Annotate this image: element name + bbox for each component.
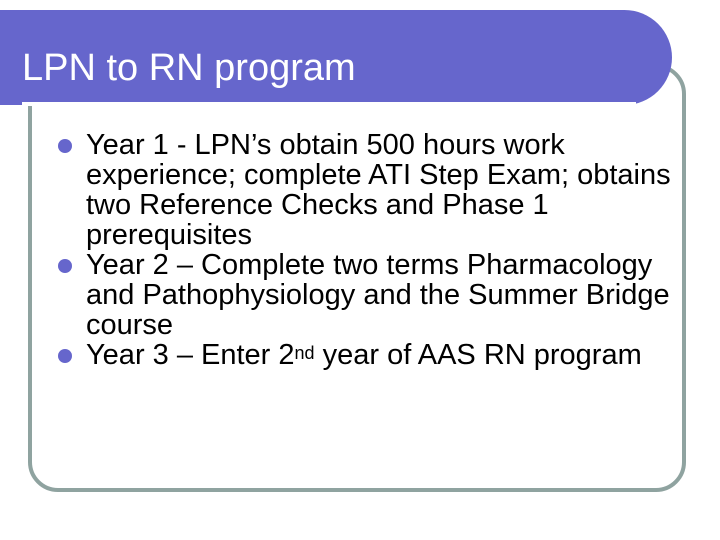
bullet-item-3 bbox=[58, 340, 678, 370]
bullet-item-1 bbox=[58, 130, 678, 250]
bullet-text-2: Year 2 – Complete two terms Pharmacology and Pathophysiology and the Summer Bridge course bbox=[86, 249, 670, 341]
bullet-dot-icon bbox=[58, 139, 72, 153]
bullet-text-3-end: year of AAS RN program bbox=[314, 339, 642, 371]
bullet-list bbox=[58, 130, 678, 370]
bullet-dot-icon bbox=[58, 349, 72, 363]
bullet-text-3-superscript: nd bbox=[294, 343, 315, 363]
title-bar bbox=[0, 10, 672, 105]
bullet-text-1: Year 1 - LPN’s obtain 500 hours work experience; complete ATI Step Exam; obtains two Reference Checks and Phase 1 prerequisites bbox=[86, 129, 671, 251]
bullet-dot-icon bbox=[58, 259, 72, 273]
slide-title: LPN to RN program bbox=[22, 47, 356, 89]
title-underline bbox=[22, 102, 636, 106]
bullet-item-2 bbox=[58, 250, 678, 340]
bullet-text-3-start: Year 3 – Enter 2 bbox=[86, 339, 295, 371]
